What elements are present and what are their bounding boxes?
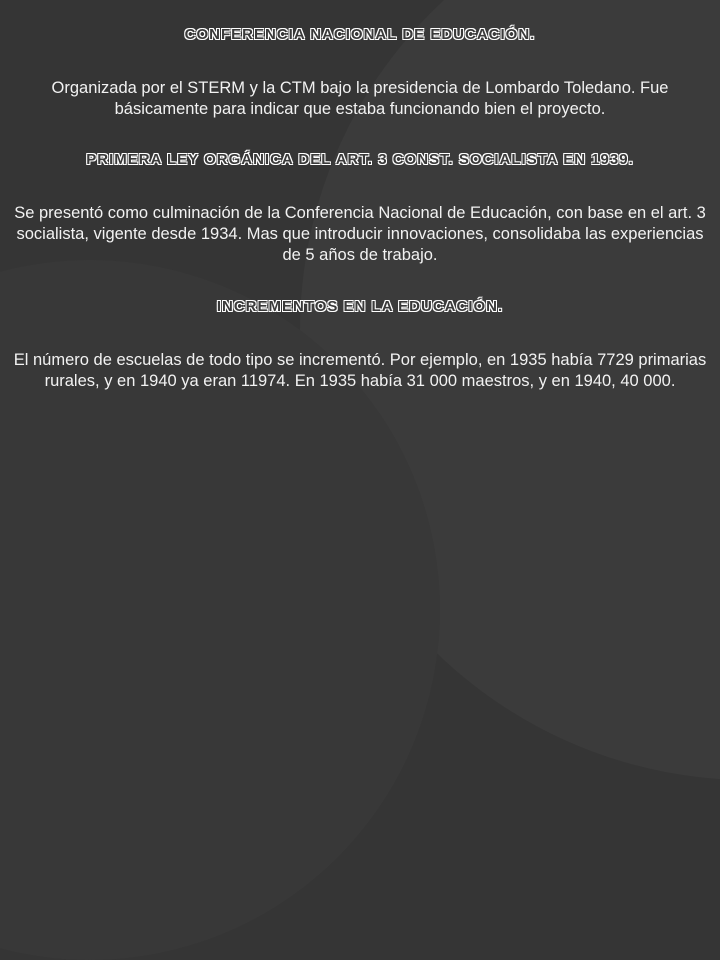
section-heading-incrementos: INCREMENTOS EN LA EDUCACIÓN. [216, 298, 504, 315]
section-heading-conferencia: CONFERENCIA NACIONAL DE EDUCACIÓN. [184, 26, 536, 43]
section-body-incrementos: El número de escuelas de todo tipo se incrementó. Por ejemplo, en 1935 había 7729 primarias rurales, y en 1940 ya eran 11974. En 1935 había 31 000 maestros, y en 1940, 40 000. [13, 351, 707, 390]
section-heading-ley-organica: PRIMERA LEY ORGÁNICA DEL ART. 3 CONST. SOCIALISTA EN 1939. [86, 151, 634, 168]
section-body-conferencia: Organizada por el STERM y la CTM bajo la presidencia de Lombardo Toledano. Fue básicamente para indicar que estaba funcionando bien el proyecto. [51, 79, 669, 118]
section-body-ley-organica: Se presentó como culminación de la Conferencia Nacional de Educación, con base en el art. 3 socialista, vigente desde 1934. Mas que introducir innovaciones, consolidaba las experiencias de 5 años de trabajo. [14, 204, 706, 264]
